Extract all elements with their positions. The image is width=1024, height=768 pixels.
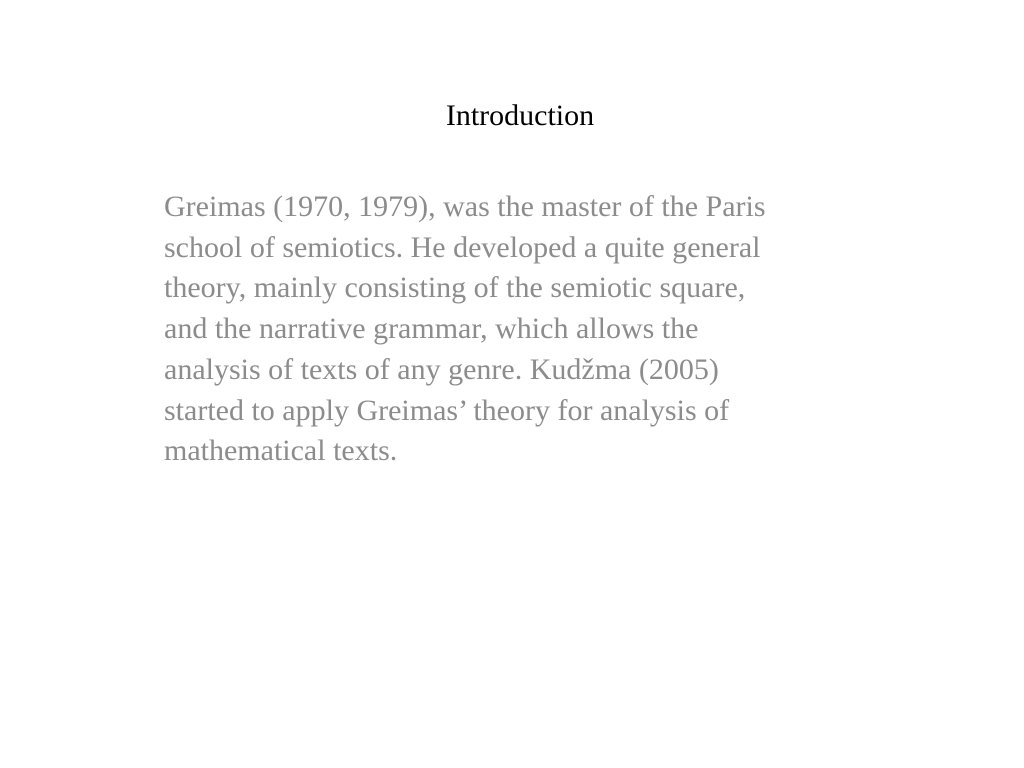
body-line-5: analysis of texts of any genre. Kudžma (2005) — [164, 352, 719, 386]
body-line-2: school of semiotics. He developed a quite general — [164, 230, 761, 264]
body-line-1: Greimas (1970, 1979), was the master of the Paris — [164, 190, 766, 223]
slide-body-text — [164, 187, 864, 472]
body-line-3: theory, mainly consisting of the semiotic square, — [164, 271, 746, 305]
slide-title: Introduction — [445, 99, 595, 132]
body-line-6: started to apply Greimas’ theory for analysis of — [164, 393, 730, 427]
body-line-7: mathematical texts. — [164, 434, 398, 468]
body-line-4: and the narrative grammar, which allows the — [164, 312, 699, 346]
